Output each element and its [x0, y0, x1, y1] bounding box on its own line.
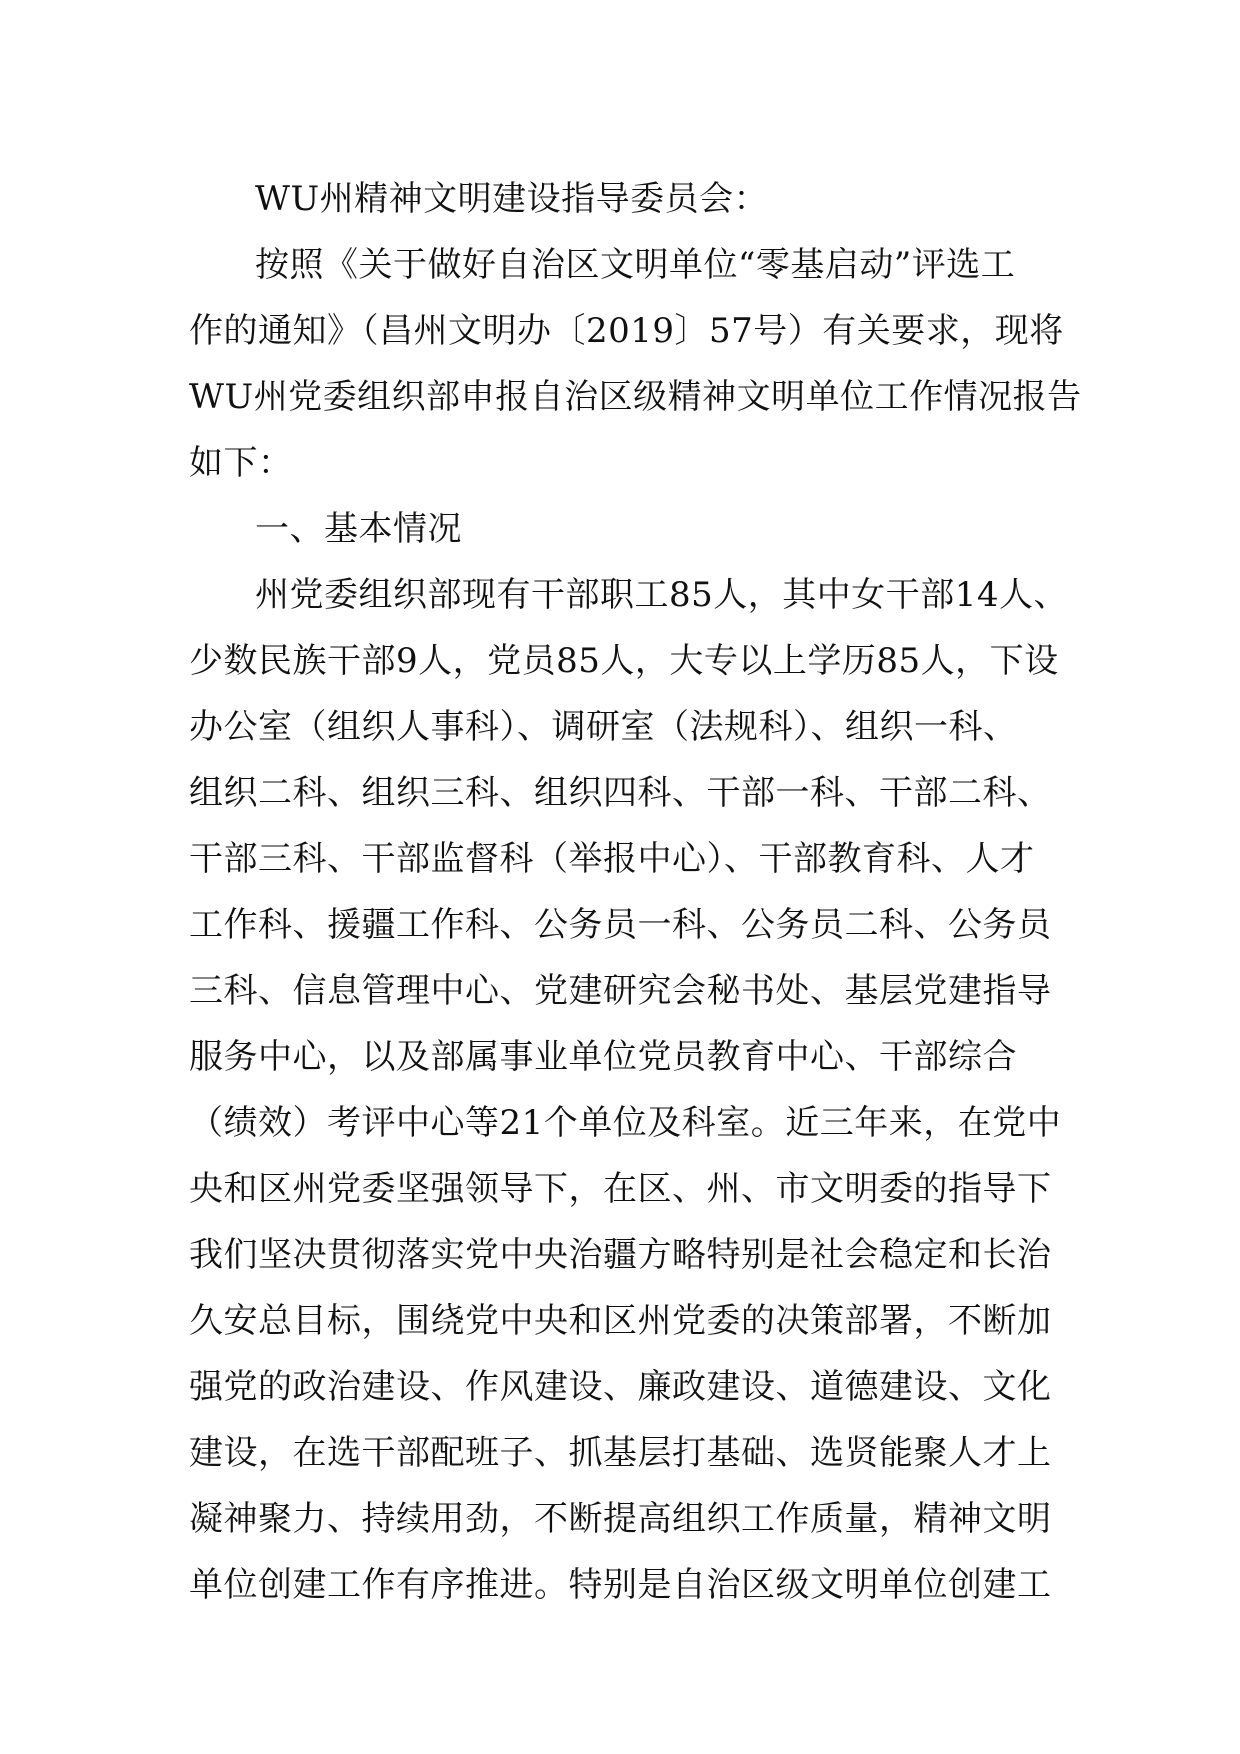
- paragraph-2-line: 单位创建工作有序推进。特别是自治区级文明单位创建工: [189, 1565, 1052, 1605]
- paragraph-2-line: 久安总目标，围绕党中央和区州党委的决策部署，不断加: [189, 1301, 1052, 1341]
- paragraph-2-line: 组织二科、组织三科、组织四科、干部一科、干部二科、: [189, 773, 1052, 813]
- addressee-line: WU州精神文明建设指导委员会：: [255, 179, 769, 219]
- paragraph-2-line: （绩效）考评中心等21个单位及科室。近三年来，在党中: [189, 1103, 1062, 1143]
- paragraph-2-line: 三科、信息管理中心、党建研究会秘书处、基层党建指导: [189, 971, 1052, 1011]
- paragraph-2-line: 服务中心，以及部属事业单位党员教育中心、干部综合: [189, 1037, 1017, 1077]
- paragraph-2-line: 办公室（组织人事科）、调研室（法规科）、组织一科、: [189, 707, 1018, 747]
- document-body: [189, 166, 1082, 1618]
- paragraph-2-line: 少数民族干部9人，党员85人，大专以上学历85人，下设: [189, 641, 1059, 681]
- paragraph-2-line: 强党的政治建设、作风建设、廉政建设、道德建设、文化: [189, 1367, 1052, 1407]
- paragraph-2-line: 我们坚决贯彻落实党中央治疆方略特别是社会稳定和长治: [189, 1235, 1052, 1275]
- paragraph-2-line: 州党委组织部现有干部职工85人，其中女干部14人、: [255, 575, 1069, 615]
- paragraph-1-line: 按照《关于做好自治区文明单位“零基启动”评选工: [255, 245, 1016, 285]
- paragraph-2-line: 建设，在选干部配班子、抓基层打基础、选贤能聚人才上: [189, 1433, 1052, 1473]
- paragraph-2-line: 干部三科、干部监督科（举报中心）、干部教育科、人才: [189, 839, 1035, 879]
- paragraph-1-line: 如下：: [189, 443, 293, 483]
- paragraph-2-line: 央和区州党委坚强领导下，在区、州、市文明委的指导下: [189, 1169, 1052, 1209]
- paragraph-2-line: 工作科、援疆工作科、公务员一科、公务员二科、公务员: [189, 905, 1052, 945]
- paragraph-1-line: 作的通知》（昌州文明办〔2019〕57号）有关要求，现将: [189, 311, 1064, 351]
- paragraph-2-line: 凝神聚力、持续用劲，不断提高组织工作质量，精神文明: [189, 1499, 1052, 1539]
- section-heading: 一、基本情况: [255, 509, 462, 549]
- paragraph-1-line: WU州党委组织部申报自治区级精神文明单位工作情况报告: [189, 377, 1082, 417]
